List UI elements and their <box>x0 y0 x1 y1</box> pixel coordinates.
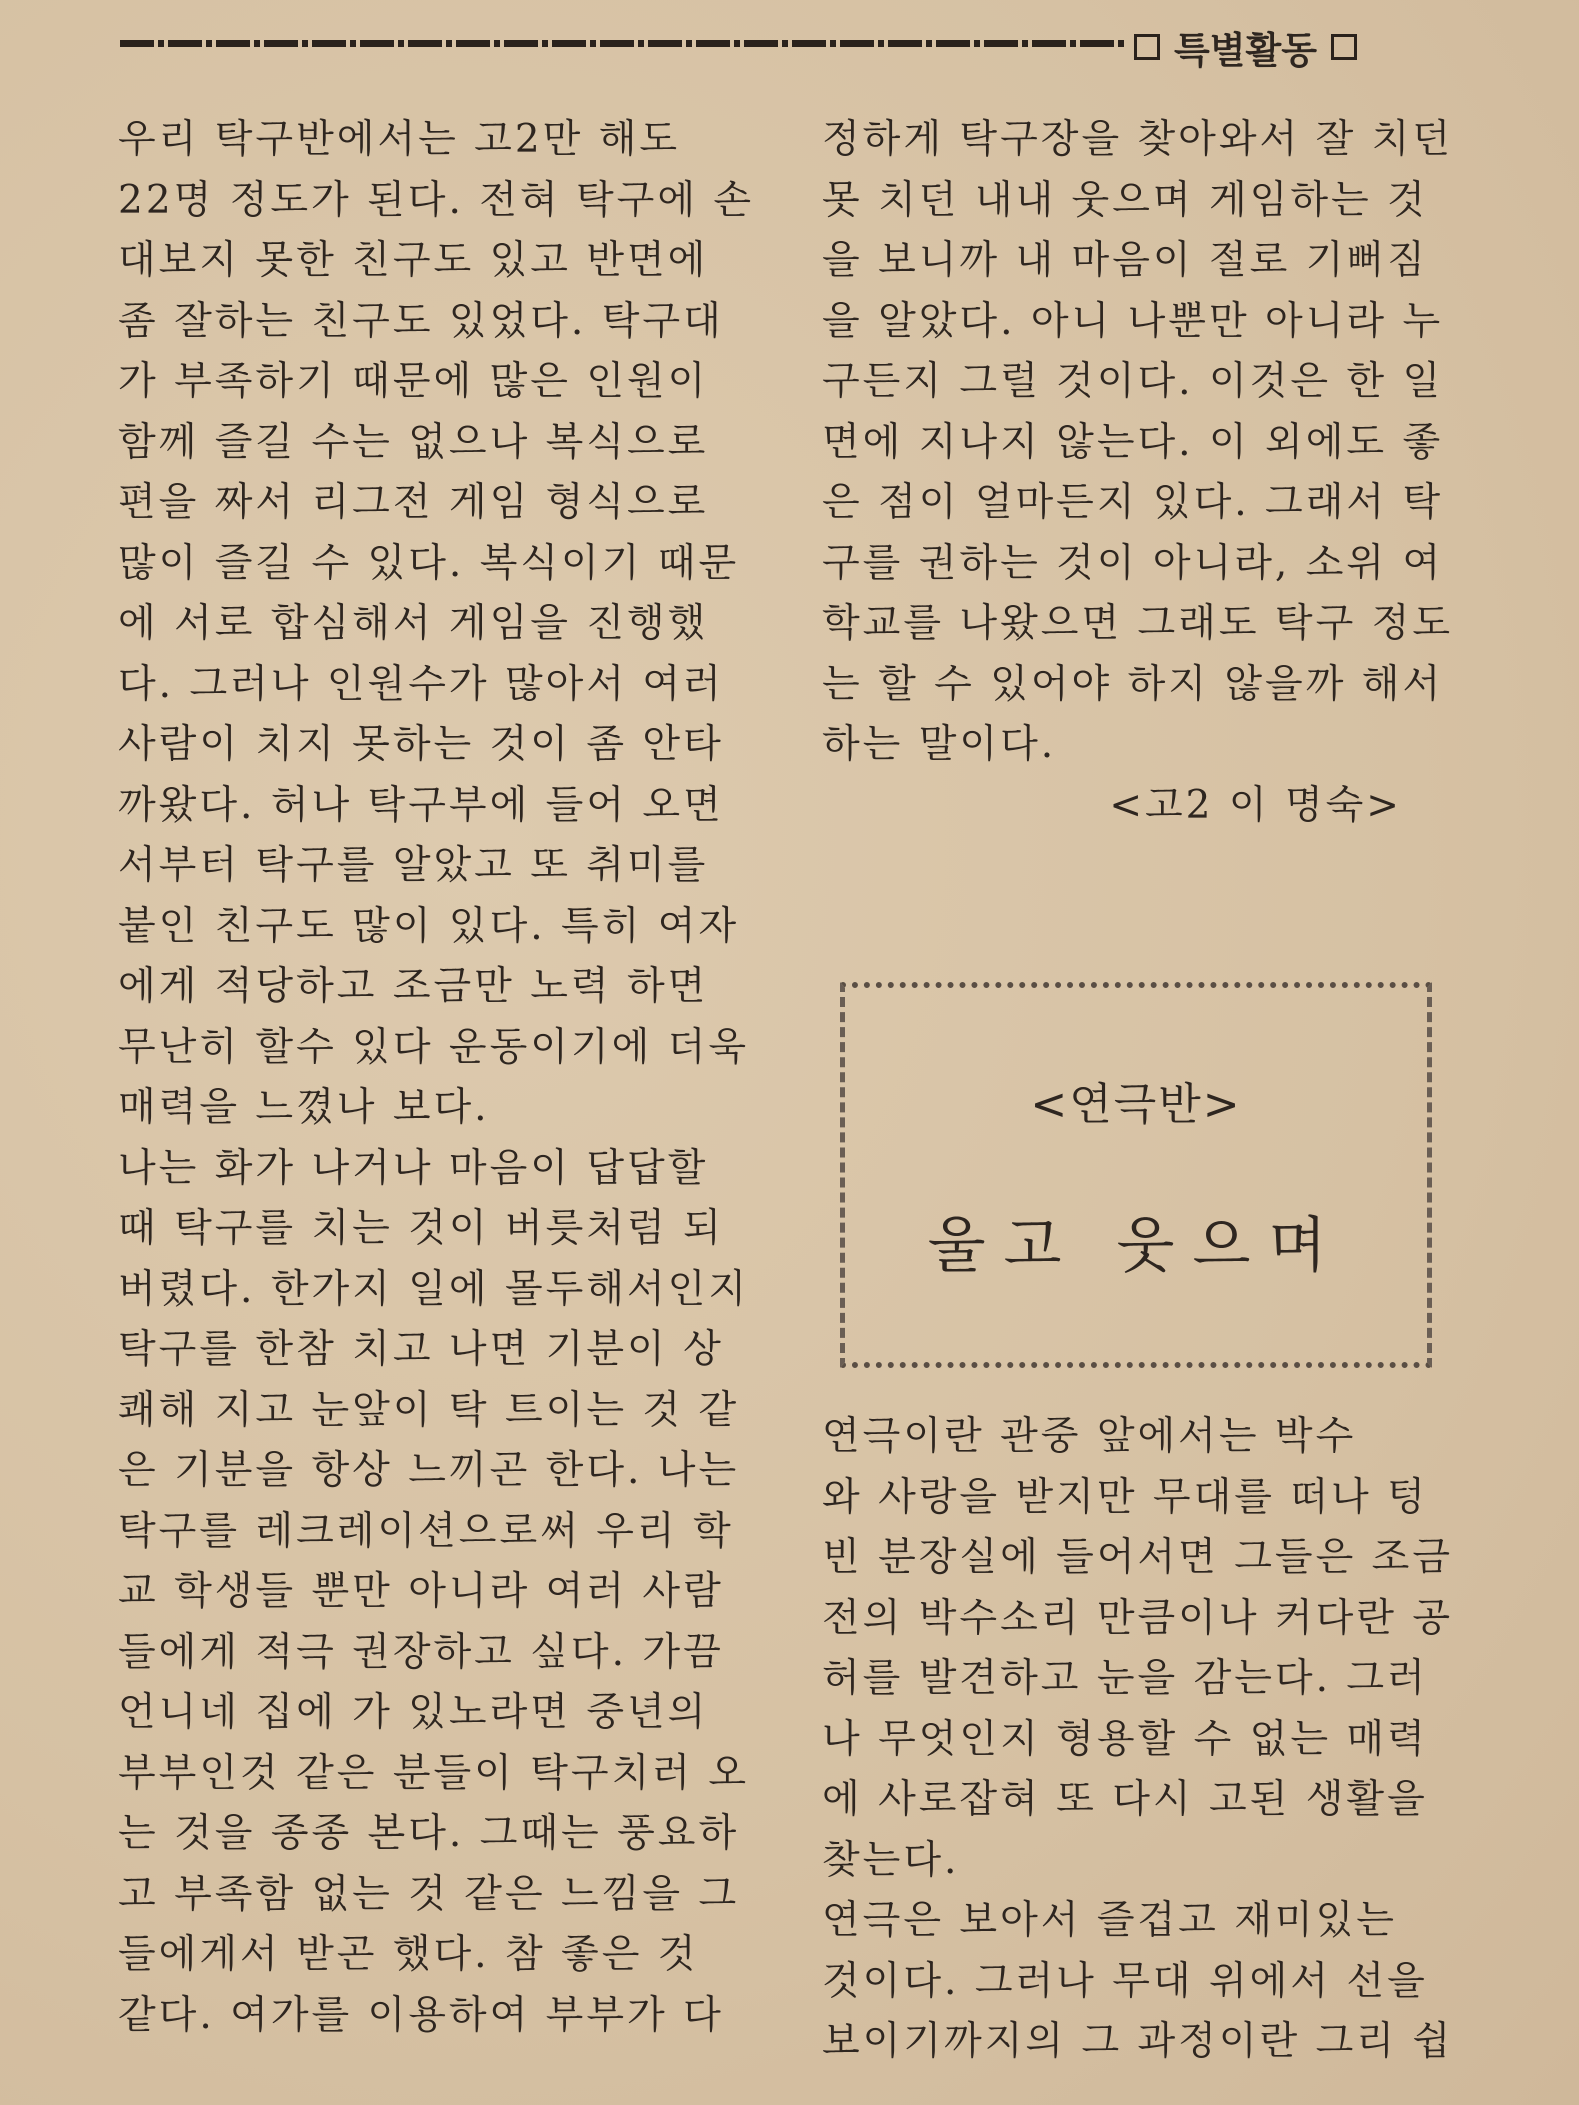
text-line: 은 점이 얼마든지 있다. 그래서 탁 <box>822 480 1444 525</box>
text-line: 학교를 나왔으면 그래도 탁구 정도 <box>822 601 1454 646</box>
text-line: 편을 짜서 리그전 게임 형식으로 <box>118 480 709 525</box>
text-line: 면에 지나지 않는다. 이 외에도 좋 <box>822 419 1444 465</box>
text-line: 때 탁구를 치는 것이 버릇처럼 되 <box>118 1206 724 1251</box>
text-line: 탁구를 한참 치고 나면 기분이 상 <box>118 1327 724 1372</box>
left-column <box>118 110 753 2046</box>
square-icon <box>1134 34 1160 60</box>
text-line: 고 부족함 없는 것 같은 느낌을 그 <box>118 1871 740 1917</box>
section-title: 특별활동 <box>1174 29 1317 72</box>
text-line: 에 서로 합심해서 게임을 진행했 <box>118 601 709 646</box>
text-line: 같다. 여가를 이용하여 부부가 다 <box>118 1992 724 2038</box>
text-line: 들에게 적극 권장하고 싶다. 가끔 <box>118 1629 724 1675</box>
text-line: 언니네 집에 가 있노라면 중년의 <box>118 1690 709 1735</box>
text-line: 을 보니까 내 마음이 절로 기뻐짐 <box>822 238 1428 283</box>
text-line: 쾌해 지고 눈앞이 탁 트이는 것 같 <box>118 1387 740 1433</box>
text-line: 매력을 느꼈나 보다. <box>118 1085 490 1130</box>
text-line: 연극이란 관중 앞에서는 박수 <box>822 1414 1357 1459</box>
text-line: 허를 발견하고 눈을 감는다. 그러 <box>822 1656 1428 1701</box>
text-line: 부부인것 같은 분들이 탁구치러 오 <box>118 1750 750 1796</box>
text-line: 많이 즐길 수 있다. 복식이기 때문 <box>118 540 740 586</box>
author-byline: <고2 이 명숙> <box>1109 782 1402 828</box>
text-line: 나는 화가 나거나 마음이 답답할 <box>118 1145 709 1191</box>
text-line: 함께 즐길 수는 없으나 복식으로 <box>118 419 709 465</box>
text-line: 대보지 못한 친구도 있고 반면에 <box>118 238 709 283</box>
text-line: 좀 잘하는 친구도 있었다. 탁구대 <box>118 298 724 344</box>
text-line: 에게 적당하고 조금만 노력 하면 <box>118 964 709 1009</box>
text-line: 붙인 친구도 많이 있다. 특히 여자 <box>118 903 740 949</box>
text-line: 빈 분장실에 들어서면 그들은 조금 <box>822 1535 1454 1580</box>
square-icon <box>1331 34 1357 60</box>
text-line: 보이기까지의 그 과정이란 그리 쉽 <box>822 2019 1454 2064</box>
text-line: 는 할 수 있어야 하지 않을까 해서 <box>822 661 1444 707</box>
text-line: 하는 말이다. <box>822 722 1057 767</box>
text-line: 찾는다. <box>822 1837 960 1883</box>
text-line: 까왔다. 허나 탁구부에 들어 오면 <box>118 782 724 828</box>
text-line: 교 학생들 뿐만 아니라 여러 사람 <box>118 1569 724 1614</box>
drama-club-title-box <box>840 982 1432 1368</box>
club-name: <연극반> <box>1030 1079 1242 1130</box>
text-line: 와 사랑을 받지만 무대를 떠나 텅 <box>822 1474 1428 1520</box>
text-line: 우리 탁구반에서는 고2만 해도 <box>118 117 681 162</box>
text-line: 구든지 그럴 것이다. 이것은 한 일 <box>822 359 1444 404</box>
right-column-bottom <box>822 1407 1462 2073</box>
text-line: 다. 그러나 인원수가 많아서 여러 <box>118 661 724 707</box>
text-line: 가 부족하기 때문에 많은 인원이 <box>118 359 709 404</box>
text-line: 것이다. 그러나 무대 위에서 선을 <box>822 1958 1428 2004</box>
header-rule <box>120 40 1125 47</box>
text-line: 사람이 치지 못하는 것이 좀 안타 <box>118 722 724 767</box>
text-line: 정하게 탁구장을 찾아와서 잘 치던 <box>822 117 1454 162</box>
text-line: 은 기분을 항상 느끼곤 한다. 나는 <box>118 1448 740 1493</box>
text-line: 못 치던 내내 웃으며 게임하는 것 <box>822 177 1428 223</box>
text-line: 버렸다. 한가지 일에 몰두해서인지 <box>118 1266 750 1312</box>
text-line: 는 것을 종종 본다. 그때는 풍요하 <box>118 1811 740 1856</box>
text-line: 무난히 할수 있다 운동이기에 더욱 <box>118 1024 750 1070</box>
text-line: 을 알았다. 아니 나뿐만 아니라 누 <box>822 298 1444 344</box>
text-line: 에 사로잡혀 또 다시 고된 생활을 <box>822 1777 1428 1822</box>
right-column-top <box>822 110 1462 836</box>
text-line: 전의 박수소리 만큼이나 커다란 공 <box>822 1595 1454 1641</box>
article-title: 울고 웃으며 <box>927 1211 1345 1281</box>
text-line: 22명 정도가 된다. 전혀 탁구에 손 <box>118 177 755 223</box>
text-line: 연극은 보아서 즐겁고 재미있는 <box>822 1898 1397 1943</box>
text-line: 구를 권하는 것이 아니라, 소위 여 <box>822 540 1444 586</box>
text-line: 탁구를 레크레이션으로써 우리 학 <box>118 1508 734 1554</box>
text-line: 나 무엇인지 형용할 수 없는 매력 <box>822 1716 1428 1762</box>
section-header <box>1134 22 1357 72</box>
text-line: 서부터 탁구를 알았고 또 취미를 <box>118 843 709 888</box>
text-line: 들에게서 받곤 했다. 참 좋은 것 <box>118 1932 699 1977</box>
